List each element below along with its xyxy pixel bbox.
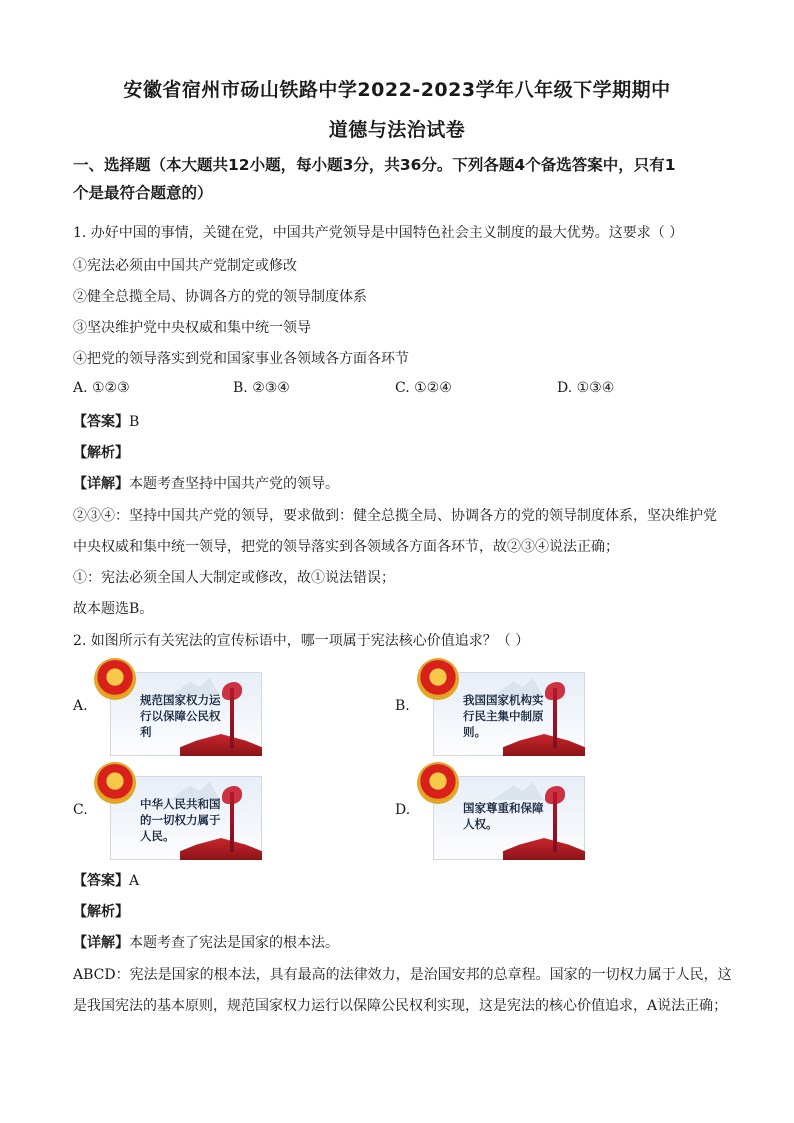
q1-item-1: ①宪法必须由中国共产党制定或修改 [73, 258, 297, 274]
q1-detail-label: 【详解】 [73, 476, 129, 492]
q2-detail-text: 本题考查了宪法是国家的根本法。 [129, 935, 339, 951]
section-heading-line2: 个是最符合题意的） [73, 184, 213, 202]
q1-analysis-label [73, 442, 733, 462]
q1-explanation-3: 故本题选B。 [73, 601, 154, 617]
q1-item-4: ④把党的领导落实到党和国家事业各领域各方面各环节 [73, 351, 409, 367]
q2-poster-b [433, 672, 585, 756]
q1-item-3: ③坚决维护党中央权威和集中统一领导 [73, 320, 311, 336]
poster-c-text: 中华人民共和国的一切权力属于人民。 [140, 797, 221, 843]
q2-answer-label: 【答案】 [73, 873, 129, 889]
ribbon-icon [230, 792, 234, 852]
q1-option-b: B. ②③④ [233, 380, 290, 396]
q2-picture-b-label: B. [395, 698, 410, 714]
document-title-line2: 道德与法治试卷 [328, 119, 466, 141]
q1-stem: 1. 办好中国的事情，关键在党，中国共产党领导是中国特色社会主义制度的最大优势。这要求（ ） [73, 225, 684, 241]
q2-analysis-label [73, 901, 733, 921]
poster-d-text: 国家尊重和保障人权。 [463, 801, 544, 831]
section-heading-line1: 一、选择题（本大题共12小题，每小题3分，共36分。下列各题4个备选答案中，只有1 [73, 156, 676, 174]
q2-picture-a-label: A. [73, 698, 88, 714]
q1-option-d: D. ①③④ [557, 380, 615, 396]
q1-answer-value: B [129, 414, 140, 430]
ribbon-icon [553, 688, 557, 748]
q2-picture-c-label: C. [73, 802, 88, 818]
q2-answer [73, 870, 733, 890]
q2-picture-d-label: D. [395, 802, 411, 818]
q1-explanation-1a: ②③④：坚持中国共产党的领导，要求做到：健全总揽全局、协调各方的党的领导制度体系，坚决维护党 [73, 508, 717, 524]
q2-stem: 2. 如图所示有关宪法的宣传标语中，哪一项属于宪法核心价值追求？（ ） [73, 633, 530, 649]
document-title-line1: 安徽省宿州市砀山铁路中学2022-2023学年八年级下学期期中 [123, 79, 671, 101]
national-emblem-icon [96, 660, 134, 698]
q2-explanation-1a: ABCD：宪法是国家的根本法，具有最高的法律效力，是治国安邦的总章程。国家的一切权力属于人民，这 [73, 967, 732, 983]
q1-answer-label: 【答案】 [73, 414, 129, 430]
q1-explanation-1b: 中央权威和集中统一领导，把党的领导落实到各领域各方面各环节，故②③④说法正确； [73, 539, 619, 555]
q2-poster-a [110, 672, 262, 756]
ribbon-icon [230, 688, 234, 748]
q2-explanation-1b: 是我国宪法的基本原则，规范国家权力运行以保障公民权利实现，这是宪法的核心价值追求，A说法正确； [73, 998, 728, 1014]
q1-detail-text: 本题考查坚持中国共产党的领导。 [129, 476, 339, 492]
q1-answer [73, 411, 733, 431]
q1-analysis-heading: 【解析】 [73, 445, 129, 461]
ribbon-icon [553, 792, 557, 852]
q2-poster-d [433, 776, 585, 860]
q2-analysis-heading: 【解析】 [73, 904, 129, 920]
q1-explanation-2: ①：宪法必须全国人大制定或修改，故①说法错误； [73, 570, 395, 586]
national-emblem-icon [419, 660, 457, 698]
q1-option-a: A. ①②③ [73, 380, 130, 396]
poster-a-text: 规范国家权力运行以保障公民权利 [140, 693, 221, 739]
q2-poster-c [110, 776, 262, 860]
national-emblem-icon [419, 764, 457, 802]
q1-option-c: C. ①②④ [395, 380, 452, 396]
q2-detail [73, 932, 733, 952]
q1-detail [73, 473, 733, 493]
q2-answer-value: A [129, 873, 140, 889]
poster-b-text: 我国国家机构实行民主集中制原则。 [463, 693, 544, 739]
national-emblem-icon [96, 764, 134, 802]
q2-detail-label: 【详解】 [73, 935, 129, 951]
q1-item-2: ②健全总揽全局、协调各方的党的领导制度体系 [73, 289, 367, 305]
